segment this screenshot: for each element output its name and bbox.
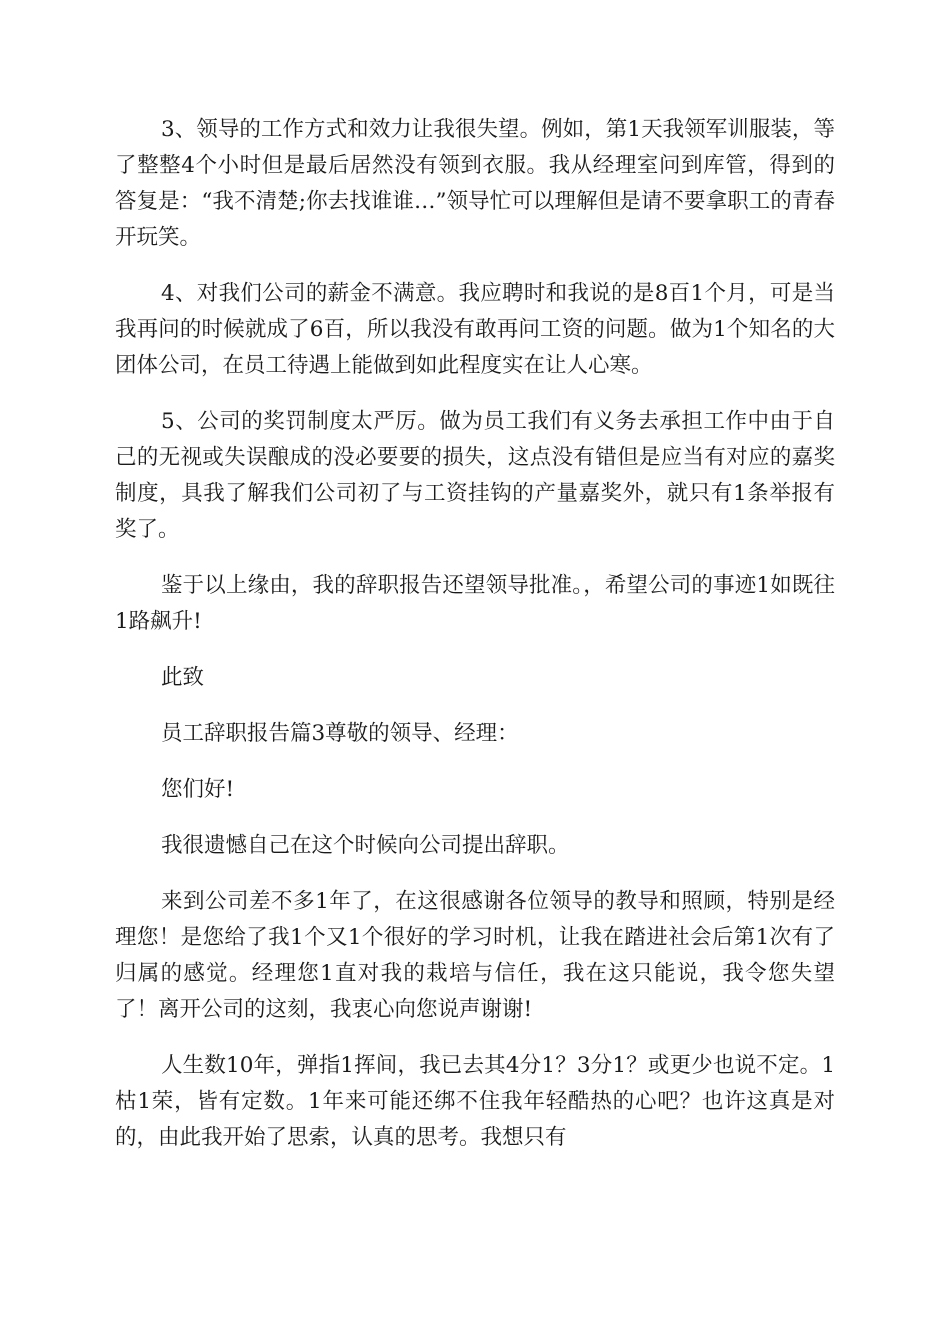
paragraph-greeting: 您们好! bbox=[161, 777, 235, 802]
paragraph-complaint-3: 3、领导的工作方式和效力让我很失望。例如，第1天我领军训服装，等了整整4个小时但是最后居然没有领到衣服。我从经理室问到库管，得到的答复是：“我不清楚;你去找谁谁…”领导忙可以理解但是请不要拿职工的青春开玩笑。 bbox=[115, 117, 835, 250]
paragraph-thanks: 来到公司差不多1年了，在这很感谢各位领导的教导和照顾，特别是经理您！是您给了我1个又1个很好的学习时机，让我在踏进社会后第1次有了归属的感觉。经理您1直对我的栽培与信任，我在这只能说，我令您失望了！离开公司的这刻，我衷心向您说声谢谢! bbox=[115, 889, 835, 1022]
paragraph-conclusion: 鉴于以上缘由，我的辞职报告还望领导批准。，希望公司的事迹1如既往1路飙升! bbox=[115, 573, 835, 634]
paragraph-reflection: 人生数10年，弹指1挥间，我已去其4分1？3分1？或更少也说不定。1枯1荣，皆有定数。1年来可能还绑不住我年轻酷热的心吧？也许这真是对的，由此我开始了思索，认真的思考。我想只有 bbox=[115, 1053, 835, 1150]
paragraph-complaint-4: 4、对我们公司的薪金不满意。我应聘时和我说的是8百1个月，可是当我再问的时候就成了6百，所以我没有敢再问工资的问题。做为1个知名的大团体公司，在员工待遇上能做到如此程度实在让人心寒。 bbox=[115, 281, 835, 378]
paragraph-regret: 我很遗憾自己在这个时候向公司提出辞职。 bbox=[161, 833, 570, 858]
document-body bbox=[115, 112, 835, 1156]
paragraph-closing: 此致 bbox=[161, 665, 205, 690]
paragraph-complaint-5: 5、公司的奖罚制度太严厉。做为员工我们有义务去承担工作中由于自己的无视或失误酿成的没必要要的损失，这点没有错但是应当有对应的嘉奖制度，具我了解我们公司初了与工资挂钩的产量嘉奖外，就只有1条举报有奖了。 bbox=[115, 409, 835, 542]
paragraph-section-title: 员工辞职报告篇3尊敬的领导、经理： bbox=[161, 721, 519, 746]
